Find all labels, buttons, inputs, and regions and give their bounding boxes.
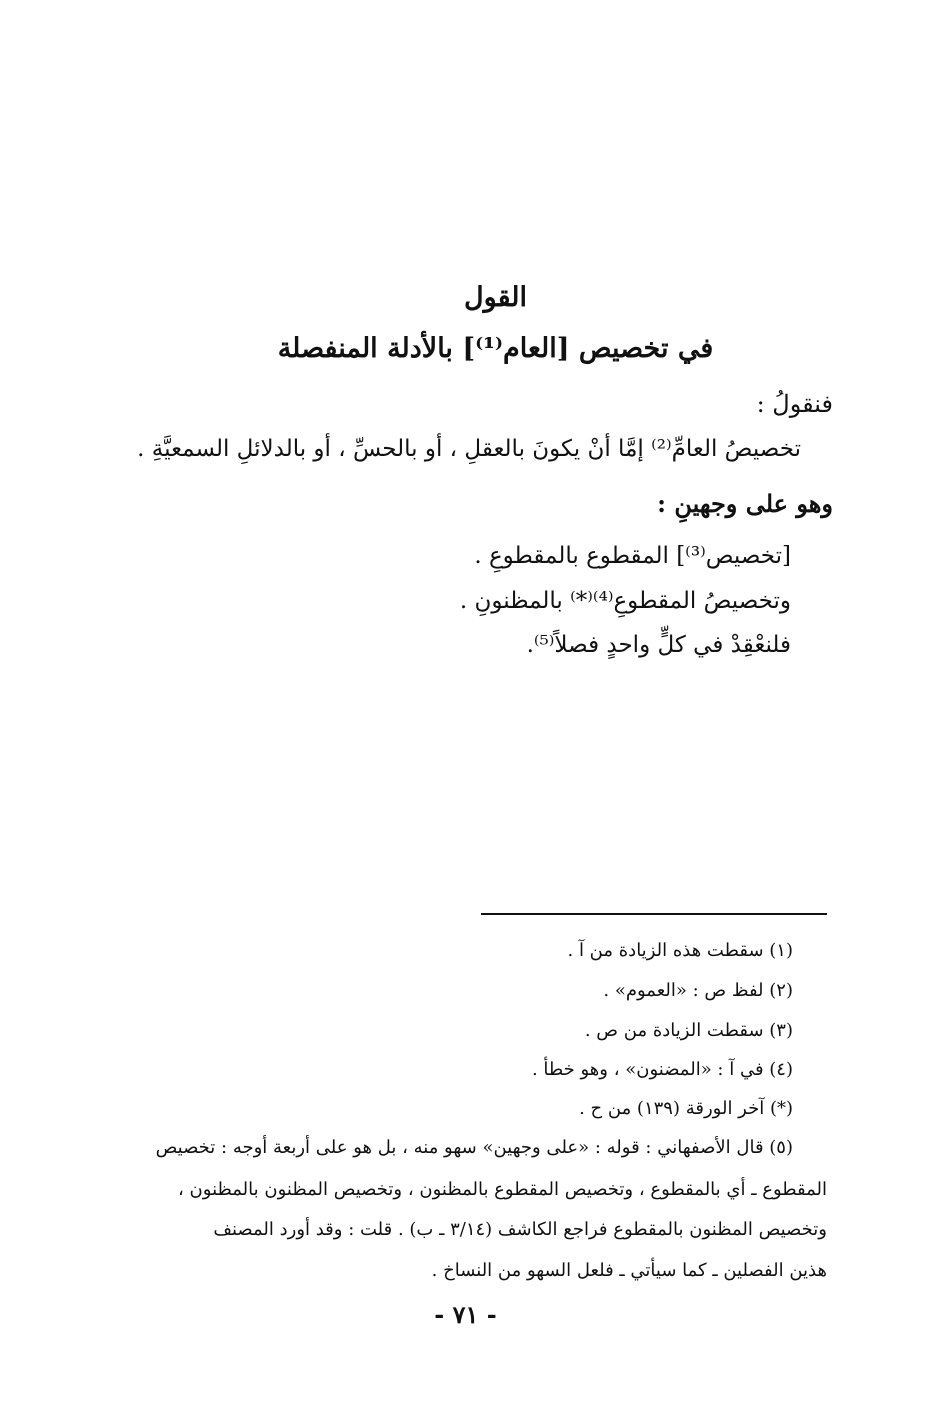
footnote-5-line: (٥) قال الأصفهاني : قوله : «على وجهين» سهو منه ، بل هو على أربعة أوجه : تخصيص xyxy=(155,1137,793,1158)
footnote-2: (٢) لفظ ص : «العموم» . xyxy=(603,980,793,1001)
section-heading-word: القول xyxy=(464,282,527,313)
footnote-1: (١) سقطت هذه الزيادة من آ . xyxy=(567,940,793,961)
footnote-star: (*) آخر الورقة (١٣٩) من ح . xyxy=(579,1098,793,1119)
section-heading-title: في تخصيص [العام⁽¹⁾] بالأدلة المنفصلة xyxy=(277,333,714,364)
page-number: - ٧١ - xyxy=(434,1300,497,1329)
footnote-5-line: وتخصيص المظنون بالمقطوع فراجع الكاشف (٣/١٤ ـ ب) . قلت : وقد أورد المصنف xyxy=(213,1219,827,1240)
list-item: وتخصيصُ المقطوعِ⁽⁴⁾⁽*⁾ بالمظنونِ . xyxy=(459,588,791,614)
footnote-5-line: هذين الفصلين ـ كما سيأتي ـ فلعل السهو من النساخ . xyxy=(431,1260,827,1281)
footnote-4: (٤) في آ : «المضنون» ، وهو خطأ . xyxy=(531,1059,793,1080)
intro-text: فنقولُ : xyxy=(756,390,833,418)
footnote-3: (٣) سقطت الزيادة من ص . xyxy=(584,1020,793,1041)
two-ways-statement: وهو على وجهينِ : xyxy=(657,489,833,518)
footnote-5-line: المقطوع ـ أي بالمقطوع ، وتخصيص المقطوع بالمظنون ، وتخصيص المظنون بالمظنون ، xyxy=(178,1179,827,1200)
footnote-separator xyxy=(481,913,827,915)
body-paragraph: تخصيصُ العامِّ⁽²⁾ إمَّا أنْ يكونَ بالعقلِ ، أو بالحسِّ ، أو بالدلائلِ السمعيَّةِ . xyxy=(137,436,801,462)
list-item: فلنعْقِدْ في كلٍّ واحدٍ فصلاً⁽⁵⁾. xyxy=(526,632,791,658)
list-item: [تخصيص⁽³⁾] المقطوع بالمقطوعِ . xyxy=(474,543,791,569)
